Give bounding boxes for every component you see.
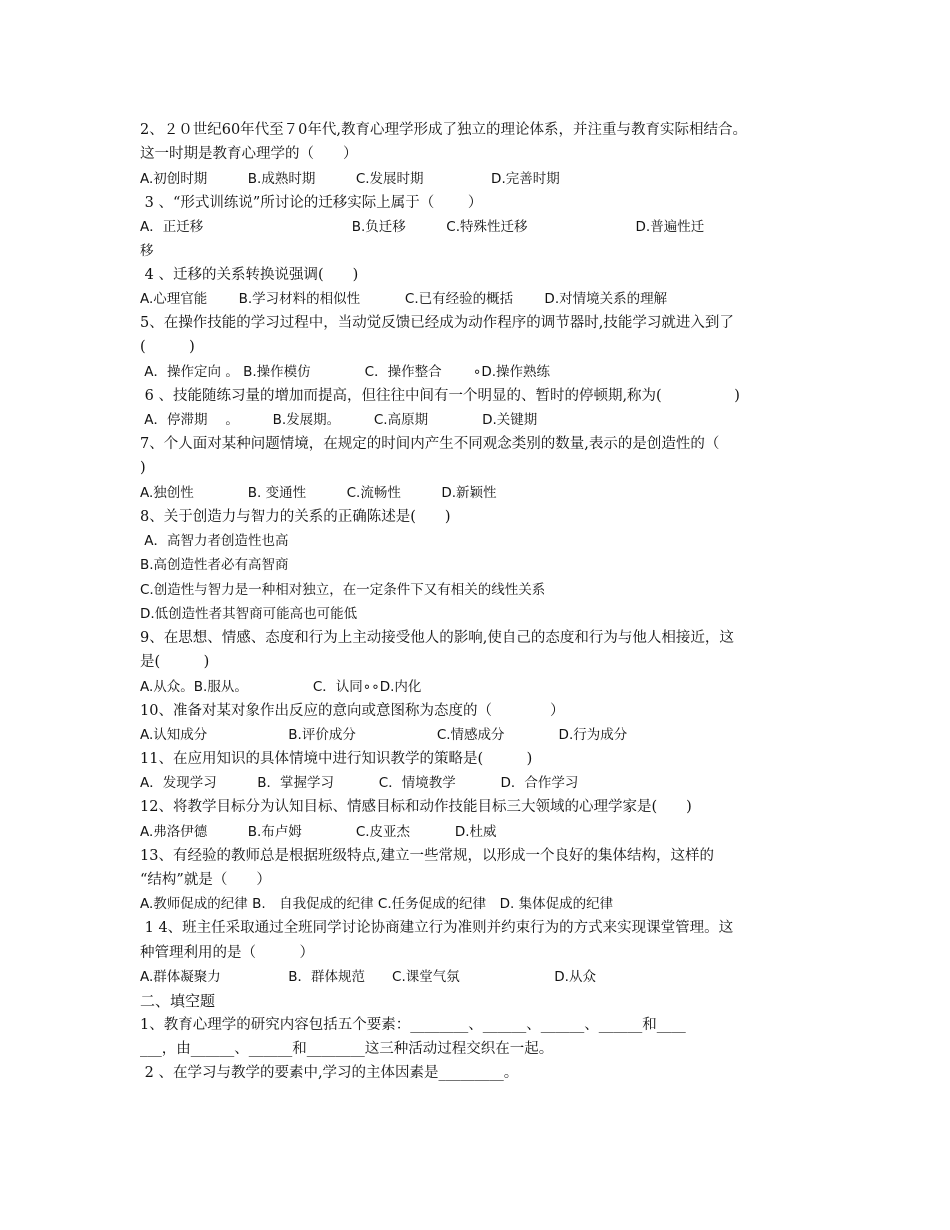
answer-options: A.认知成分 B.评价成分 C.情感成分 D.行为成分: [140, 727, 628, 743]
question-text: 3 、“形式训练说”所讨论的迁移实际上属于（ ）: [140, 195, 483, 211]
question-text: 这一时期是教育心理学的（ ）: [140, 146, 358, 162]
question-text: 9、在思想、情感、态度和行为上主动接受他人的影响,使自己的态度和行为与他人相接近，这: [140, 630, 734, 646]
answer-options: A．正迁移 B.负迁移 C.特殊性迁移 D.普遍性迁: [140, 219, 705, 235]
answer-options: A.群体凝聚力 B．群体规范 C.课堂气氛 D.从众: [140, 969, 596, 985]
answer-options: A．发现学习 B．掌握学习 C．情境教学 D．合作学习: [140, 775, 579, 791]
question-text: 13、有经验的教师总是根据班级特点,建立一些常规，以形成一个良好的集体结构，这样的: [140, 848, 715, 864]
question-text: 12、将教学目标分为认知目标、情感目标和动作技能目标三大领域的心理学家是( ): [140, 799, 692, 815]
question-text: 7、个人面对某种问题情境，在规定的时间内产生不同观念类别的数量,表示的是创造性的（: [140, 436, 720, 452]
answer-options: A.从众。B.服从。 C．认同∘∘D.内化: [140, 679, 422, 695]
answer-options: A.弗洛伊德 B.布卢姆 C.皮亚杰 D.杜威: [140, 824, 497, 840]
answer-options: A.独创性 B. 变通性 C.流畅性 D.新颖性: [140, 485, 497, 501]
question-text: ___，由______、______和________这三种活动过程交织在一起。: [140, 1041, 554, 1057]
answer-options: C.创造性与智力是一种相对独立，在一定条件下又有相关的线性关系: [140, 582, 546, 598]
answer-options: A.教师促成的纪律 B. 自我促成的纪律 C.任务促成的纪律 D. 集体促成的纪律: [140, 896, 614, 912]
question-text: 11、在应用知识的具体情境中进行知识教学的策略是( ): [140, 751, 533, 767]
question-text: 2 、在学习与教学的要素中,学习的主体因素是_________。: [140, 1065, 519, 1081]
question-text: “结构”就是（ ）: [140, 872, 271, 888]
question-text: 8、关于创造力与智力的关系的正确陈述是( ): [140, 509, 451, 525]
answer-options: A．停滞期 。 B.发展期。 C.高原期 D.关键期: [140, 412, 538, 428]
question-text: 6 、技能随练习量的增加而提高，但往往中间有一个明显的、暂时的停顿期,称为( ): [140, 388, 740, 404]
question-text: 1 4、班主任采取通过全班同学讨论协商建立行为准则并约束行为的方式来实现课堂管理。这: [140, 920, 734, 936]
question-text: 1、教育心理学的研究内容包括五个要素：________、______、______、______和____: [140, 1017, 686, 1033]
question-text: 10、准备对某对象作出反应的意向或意图称为态度的（ ）: [140, 703, 565, 719]
section-heading: 二、填空题: [140, 992, 216, 1010]
question-text: ( ): [140, 339, 195, 355]
question-text: 2、２０世纪60年代至７0年代,教育心理学形成了独立的理论体系，并注重与教育实际相结合。: [140, 122, 748, 138]
answer-options: A．高智力者创造性也高: [140, 533, 289, 549]
answer-options: A.初创时期 B.成熟时期 C.发展时期 D.完善时期: [140, 171, 560, 187]
answer-options: D.低创造性者其智商可能高也可能低: [140, 606, 358, 622]
answer-options: A．操作定向 。 B.操作模仿 C．操作整合 ∘D.操作熟练: [140, 364, 551, 380]
answer-options: 移: [140, 243, 154, 259]
question-text: 4 、迁移的关系转换说强调( ): [140, 267, 359, 283]
answer-options: B.高创造性者必有高智商: [140, 557, 289, 573]
question-text: 5、在操作技能的学习过程中，当动觉反馈已经成为动作程序的调节器时,技能学习就进入到了: [140, 315, 734, 331]
question-text: 种管理利用的是（ ）: [140, 945, 314, 961]
question-text: ): [140, 460, 146, 476]
answer-options: A.心理官能 B.学习材料的相似性 C.已有经验的概括 D.对情境关系的理解: [140, 291, 668, 307]
question-text: 是( ): [140, 654, 210, 670]
